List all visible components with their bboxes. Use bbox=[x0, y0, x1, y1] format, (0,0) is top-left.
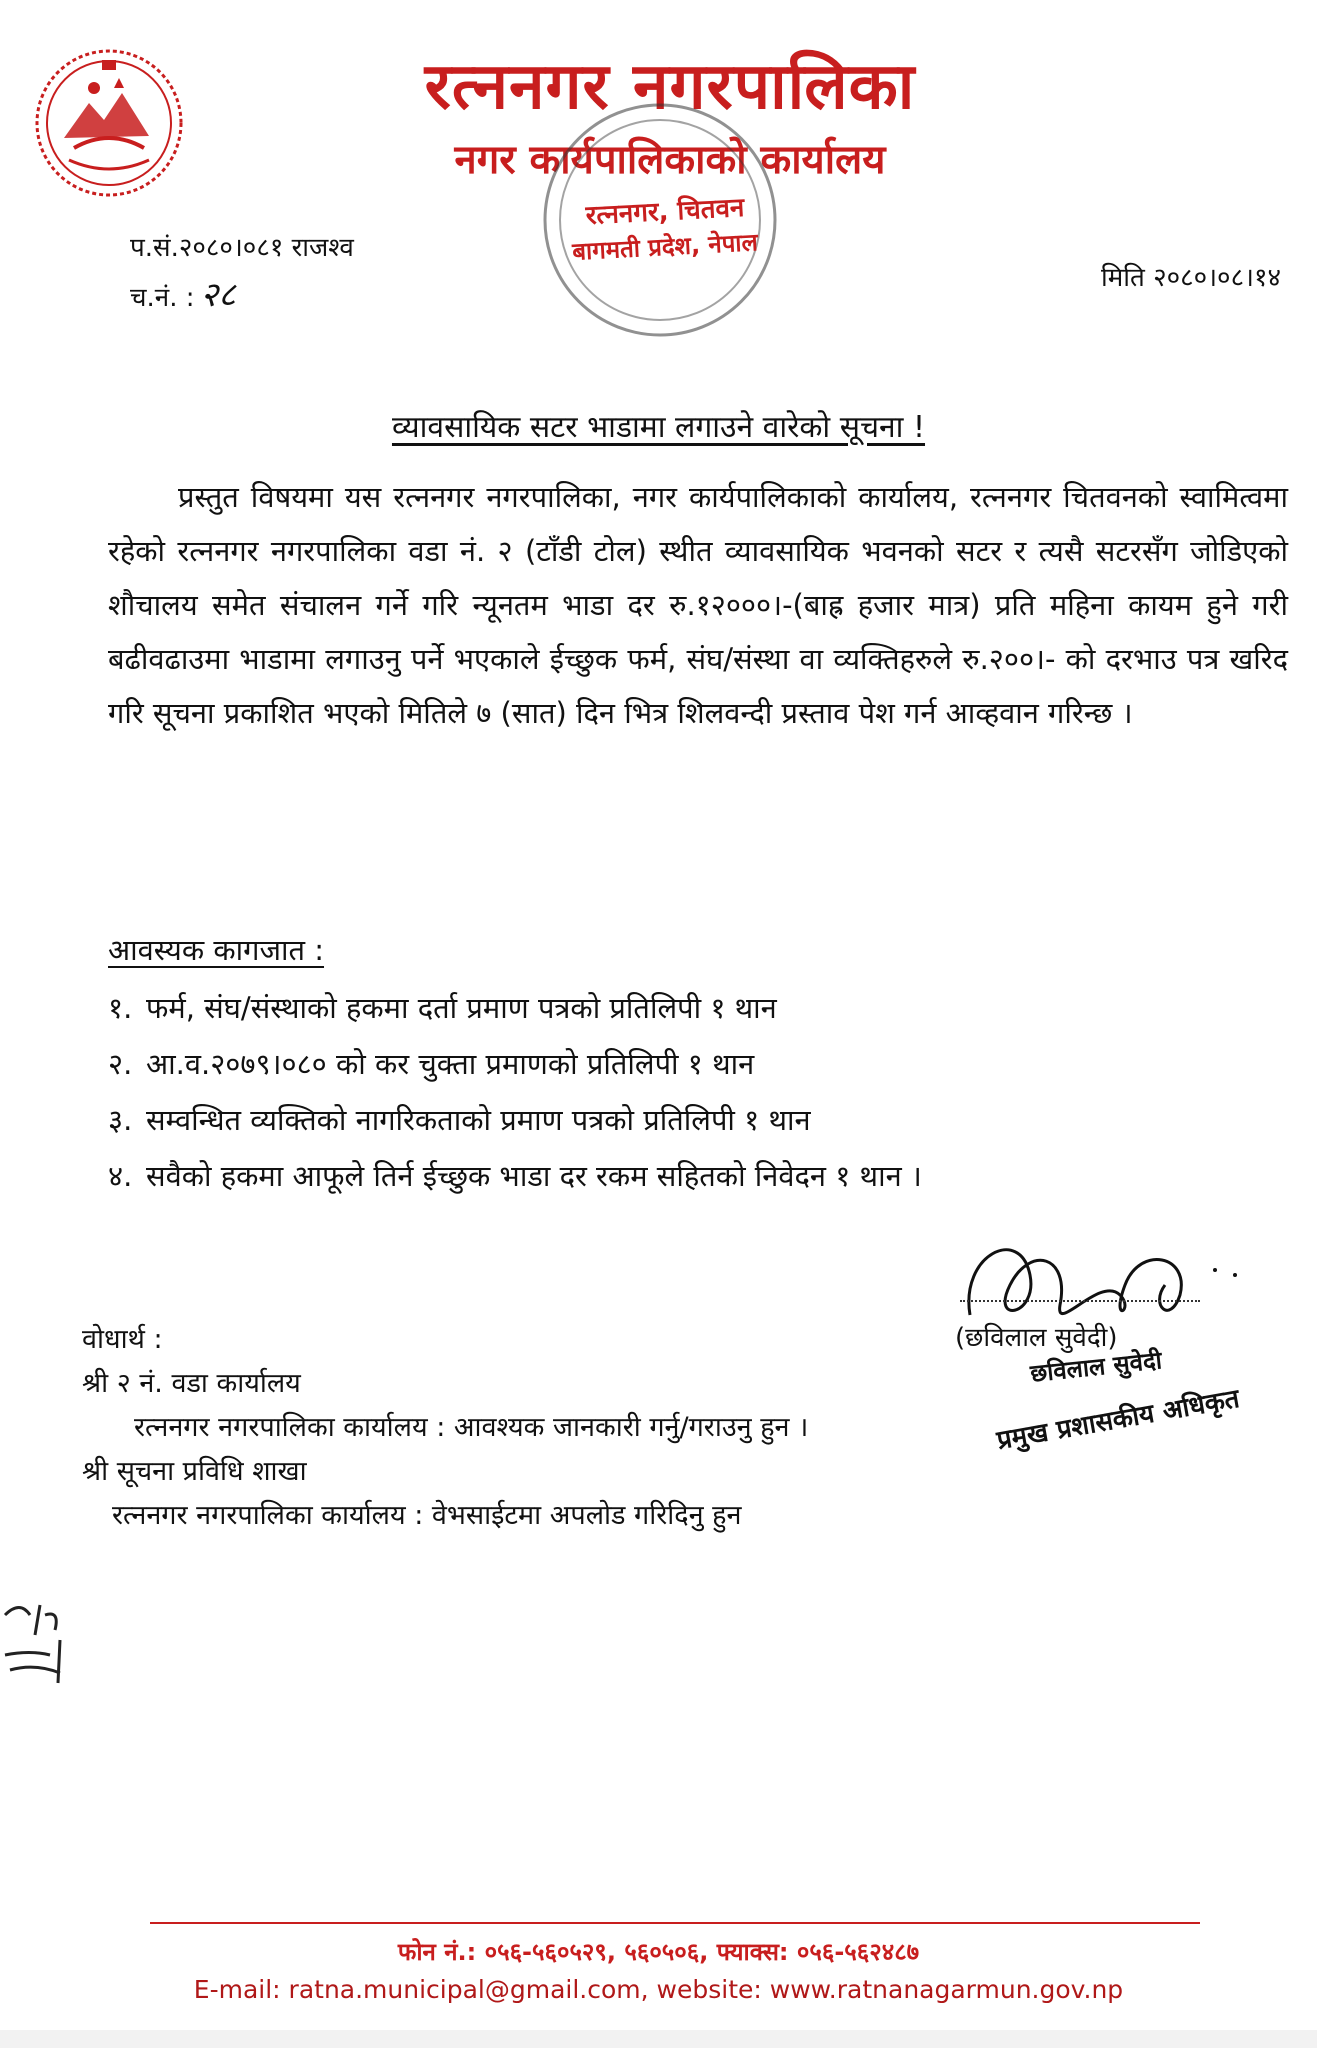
list-item bbox=[108, 1148, 1108, 1204]
required-documents-list bbox=[108, 980, 1108, 1204]
signatory-stamp-name: छविलाल सुवेदी bbox=[1028, 1346, 1164, 1388]
list-item-text: सम्वन्धित व्यक्तिको नागरिकताको प्रमाण पत्रको प्रतिलिपी १ थान bbox=[146, 1103, 811, 1137]
copy-to-section bbox=[82, 1318, 808, 1538]
list-item-number: ३. bbox=[108, 1103, 133, 1137]
signature-line bbox=[960, 1300, 1200, 1302]
copy-to-recipient: श्री सूचना प्रविधि शाखा bbox=[82, 1456, 307, 1487]
footer-contact: E-mail: ratna.municipal@gmail.com, website: www.ratnanagarmun.gov.np bbox=[193, 1975, 1124, 2004]
footer-phone: फोन नं.: ०५६-५६०५२९, ५६०५०६, फ्याक्स: ०५६-५६२४८७ bbox=[397, 1938, 920, 1966]
margin-scribble-icon bbox=[0, 1595, 80, 1685]
required-documents-heading: आवस्यक कागजात : bbox=[108, 933, 325, 967]
office-subtitle: नगर कार्यपालिकाको कार्यालय bbox=[454, 137, 886, 183]
notice-subject bbox=[0, 405, 1317, 446]
dispatch-number-value: २८ bbox=[200, 275, 236, 315]
list-item-text: फर्म, संघ/संस्थाको हकमा दर्ता प्रमाण पत्रको प्रतिलिपी १ थान bbox=[146, 991, 777, 1025]
signatory-name: (छविलाल सुवेदी) bbox=[955, 1323, 1118, 1353]
copy-to-purpose: रत्ननगर नगरपालिका कार्यालय : वेभसाईटमा अपलोड गरिदिनु हुन bbox=[112, 1500, 742, 1531]
list-item bbox=[108, 1036, 1108, 1092]
list-item bbox=[108, 980, 1108, 1036]
stamp-province: बागमती प्रदेश, नेपाल bbox=[571, 228, 759, 266]
copy-to-label: वोधार्थ : bbox=[82, 1324, 163, 1355]
list-item-number: १. bbox=[108, 991, 133, 1025]
list-item-text: आ.व.२०७९।०८० को कर चुक्ता प्रमाणको प्रतिलिपी १ थान bbox=[146, 1047, 755, 1081]
notice-subject-text: व्यावसायिक सटर भाडामा लगाउने वारेको सूचना ! bbox=[391, 410, 926, 445]
list-item-text: सवैको हकमा आफूले तिर्न ईच्छुक भाडा दर रकम सहितको निवेदन १ थान । bbox=[146, 1159, 922, 1193]
notice-body bbox=[108, 470, 1288, 740]
list-item-number: ४. bbox=[108, 1159, 133, 1193]
list-item bbox=[108, 1092, 1108, 1148]
page-bottom-edge bbox=[0, 2030, 1317, 2048]
copy-to-purpose: रत्ननगर नगरपालिका कार्यालय : आवश्यक जानकारी गर्नु/गराउनु हुन । bbox=[134, 1412, 809, 1443]
copy-to-recipient: श्री २ नं. वडा कार्यालय bbox=[82, 1368, 301, 1399]
notice-body-paragraph: प्रस्तुत विषयमा यस रत्ननगर नगरपालिका, नगर कार्यपालिकाको कार्यालय, रत्ननगर चितवनको स्वामित्वमा रहेको रत्ननगर नगरपालिका वडा नं. २ (टाँडी टोल) स्थीत व्यावसायिक भवनको सटर र त्यसै सटरसँग जोडिएको शौचालय समेत संचालन गर्ने गरि न्यूनतम भाडा दर रु.१२०००।-(बाह्र हजार मात्र) प्रति महिना कायम हुने गरी बढीवढाउमा भाडामा लगाउनु पर्ने भएकाले ईच्छुक फर्म, संघ/संस्था वा व्यक्तिहरुले रु.२००।- को दरभाउ पत्र खरिद गरि सूचना प्रकाशित भएको मितिले ७ (सात) दिन भित्र शिलवन्दी प्रस्ताव पेश गर्न आव्हवान गरिन्छ । bbox=[108, 480, 1288, 730]
signatory-designation: प्रमुख प्रशासकीय अधिकृत bbox=[994, 1383, 1242, 1457]
dispatch-number bbox=[130, 270, 236, 316]
dispatch-number-label: च.नं. : bbox=[130, 283, 195, 313]
footer-divider bbox=[150, 1922, 1200, 1924]
municipality-emblem-icon bbox=[34, 48, 184, 198]
letter-reference-number: प.सं.२०८०।०८१ राजश्व bbox=[130, 233, 354, 263]
municipality-title: रत्ननगर नगरपालिका bbox=[424, 50, 916, 124]
stamp-location: रत्ननगर, चितवन bbox=[585, 192, 746, 232]
list-item-number: २. bbox=[108, 1047, 133, 1081]
letter-date: मिति २०८०।०८।१४ bbox=[1101, 263, 1281, 293]
